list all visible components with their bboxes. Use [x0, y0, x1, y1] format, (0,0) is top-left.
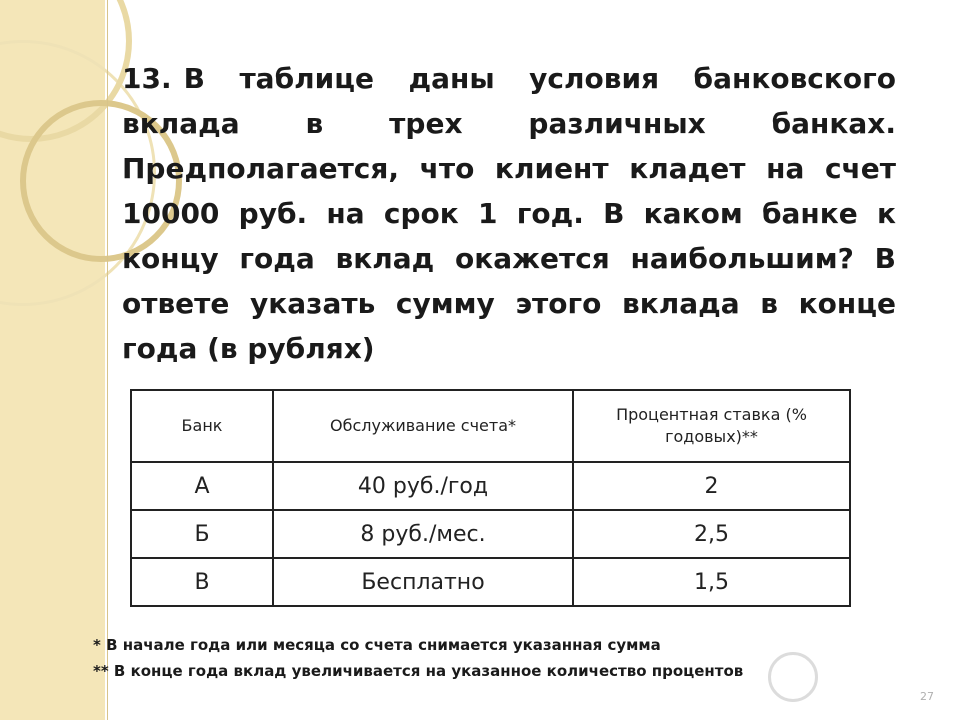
cell-service: 8 руб./мес. — [273, 510, 573, 558]
bank-conditions-table — [130, 389, 851, 607]
cell-bank: А — [131, 462, 273, 510]
problem-statement — [122, 56, 896, 371]
header-rate: Процентная ставка (% годовых)** — [573, 390, 850, 462]
slide-number: 27 — [920, 690, 934, 703]
cell-rate: 2,5 — [573, 510, 850, 558]
cell-bank: В — [131, 558, 273, 606]
table-row — [131, 510, 850, 558]
table-row — [131, 462, 850, 510]
cell-bank: Б — [131, 510, 273, 558]
decorative-circle — [768, 652, 818, 702]
divider-line — [107, 0, 108, 720]
footnote-1: * В начале года или месяца со счета снимается указанная сумма — [93, 636, 661, 654]
footnote-2: ** В конце года вклад увеличивается на указанное количество процентов — [93, 662, 744, 680]
table-row — [131, 558, 850, 606]
cell-service: Бесплатно — [273, 558, 573, 606]
cell-rate: 2 — [573, 462, 850, 510]
decorative-left-strip — [0, 0, 105, 720]
cell-service: 40 руб./год — [273, 462, 573, 510]
header-bank: Банк — [131, 390, 273, 462]
problem-number: 13. — [122, 62, 172, 95]
table-header-row — [131, 390, 850, 462]
header-service: Обслуживание счета* — [273, 390, 573, 462]
cell-rate: 1,5 — [573, 558, 850, 606]
problem-text: В таблице даны условия банковского вклада в трех различных банках. Предполагается, что клиент кладет на счет 10000 руб. на срок 1 год. В каком банке к концу года вклад окажется наибольшим? В ответе указать сумму этого вклада в конце года (в рублях) — [122, 62, 896, 365]
